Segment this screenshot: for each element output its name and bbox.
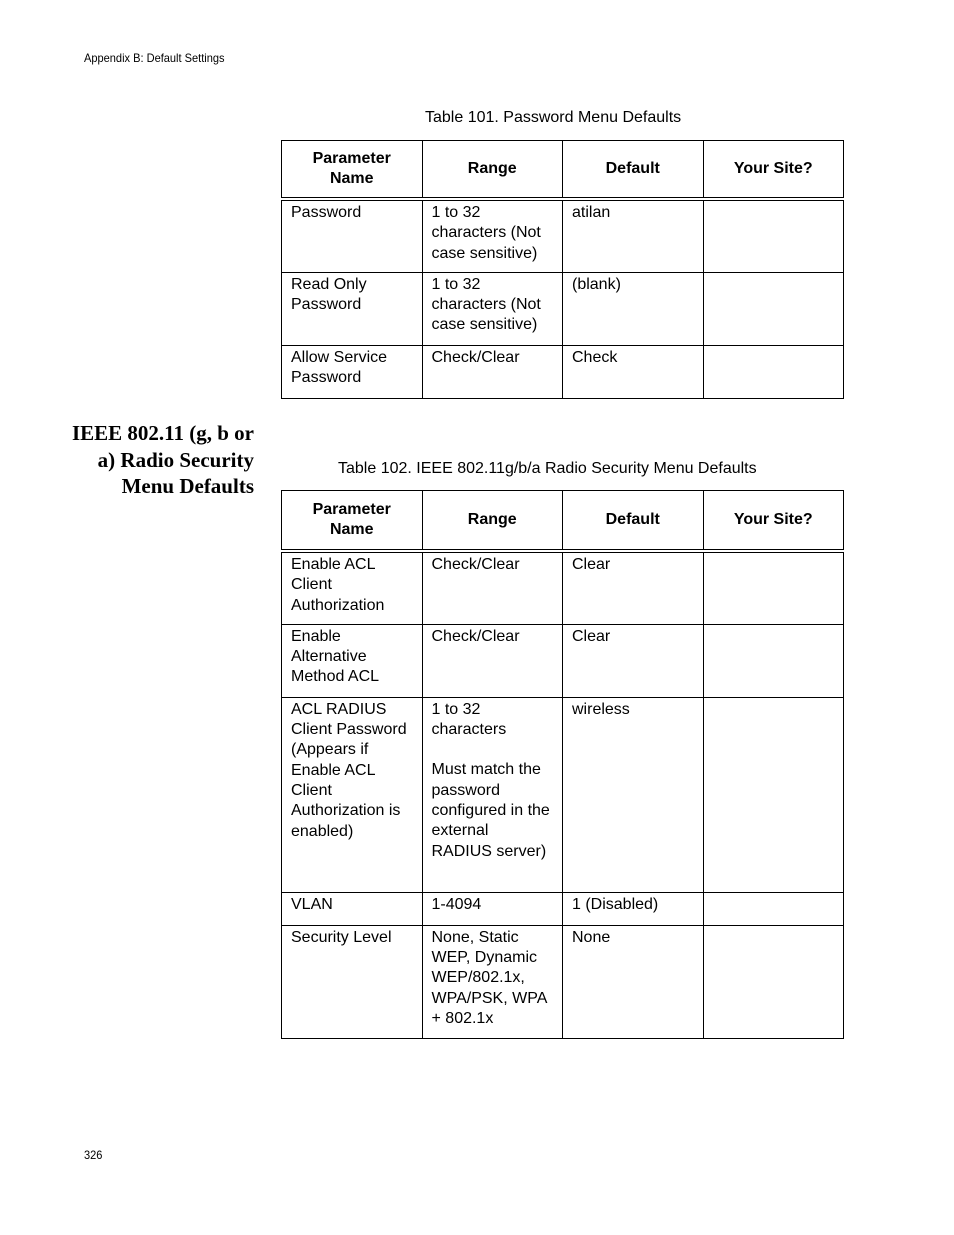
your-site-cell bbox=[703, 624, 844, 697]
default-cell: atilan bbox=[563, 199, 704, 272]
parameter-cell: Enable ACL Client Authorization bbox=[282, 551, 423, 624]
your-site-cell bbox=[703, 697, 844, 892]
default-cell: Clear bbox=[563, 551, 704, 624]
range-cell: None, Static WEP, Dynamic WEP/802.1x, WPA/PSK, WPA + 802.1x bbox=[422, 925, 563, 1038]
your-site-cell bbox=[703, 925, 844, 1038]
running-head: Appendix B: Default Settings bbox=[84, 51, 225, 65]
your-site-cell bbox=[703, 199, 844, 272]
column-header-default: Default bbox=[563, 141, 704, 200]
default-cell: (blank) bbox=[563, 272, 704, 345]
table-row bbox=[282, 892, 844, 925]
range-cell: 1-4094 bbox=[422, 892, 563, 925]
page-number: 326 bbox=[84, 1148, 103, 1162]
range-note: Must match the password configured in the external RADIUS server) bbox=[431, 761, 550, 860]
your-site-cell bbox=[703, 272, 844, 345]
column-header-parameter-name: Parameter Name bbox=[282, 491, 423, 552]
your-site-cell bbox=[703, 892, 844, 925]
table-row bbox=[282, 697, 844, 892]
range-cell bbox=[422, 697, 563, 892]
your-site-cell bbox=[703, 345, 844, 398]
parameter-cell: VLAN bbox=[282, 892, 423, 925]
column-header-range: Range bbox=[422, 141, 563, 200]
column-header-parameter-name: Parameter Name bbox=[282, 141, 423, 200]
table-102-caption: Table 102. IEEE 802.11g/b/a Radio Security Menu Defaults bbox=[338, 460, 757, 477]
default-cell: wireless bbox=[563, 697, 704, 892]
range-cell: Check/Clear bbox=[422, 345, 563, 398]
table-header-row bbox=[282, 491, 844, 552]
range-cell: Check/Clear bbox=[422, 551, 563, 624]
default-cell: None bbox=[563, 925, 704, 1038]
parameter-cell: ACL RADIUS Client Password (Appears if Enable ACL Client Authorization is enabled) bbox=[282, 697, 423, 892]
range-cell: 1 to 32 characters (Not case sensitive) bbox=[422, 199, 563, 272]
table-row bbox=[282, 199, 844, 272]
column-header-your-site: Your Site? bbox=[703, 491, 844, 552]
parameter-cell: Allow Service Password bbox=[282, 345, 423, 398]
parameter-cell: Security Level bbox=[282, 925, 423, 1038]
table-row bbox=[282, 624, 844, 697]
column-header-your-site: Your Site? bbox=[703, 141, 844, 200]
default-cell: 1 (Disabled) bbox=[563, 892, 704, 925]
range-cell: Check/Clear bbox=[422, 624, 563, 697]
table-row bbox=[282, 345, 844, 398]
section-heading: IEEE 802.11 (g, b or a) Radio Security Menu Defaults bbox=[71, 421, 254, 498]
table-row bbox=[282, 925, 844, 1038]
parameter-cell: Read Only Password bbox=[282, 272, 423, 345]
table-101-caption: Table 101. Password Menu Defaults bbox=[425, 109, 682, 126]
table-row bbox=[282, 551, 844, 624]
default-cell: Check bbox=[563, 345, 704, 398]
radio-security-menu-defaults-table bbox=[281, 490, 844, 1039]
table-row bbox=[282, 272, 844, 345]
column-header-default: Default bbox=[563, 491, 704, 552]
column-header-range: Range bbox=[422, 491, 563, 552]
range-cell: 1 to 32 characters (Not case sensitive) bbox=[422, 272, 563, 345]
password-menu-defaults-table bbox=[281, 140, 844, 399]
default-cell: Clear bbox=[563, 624, 704, 697]
range-text: 1 to 32 characters bbox=[431, 700, 507, 739]
parameter-cell: Enable Alternative Method ACL bbox=[282, 624, 423, 697]
table-header-row bbox=[282, 141, 844, 200]
parameter-cell: Password bbox=[282, 199, 423, 272]
your-site-cell bbox=[703, 551, 844, 624]
